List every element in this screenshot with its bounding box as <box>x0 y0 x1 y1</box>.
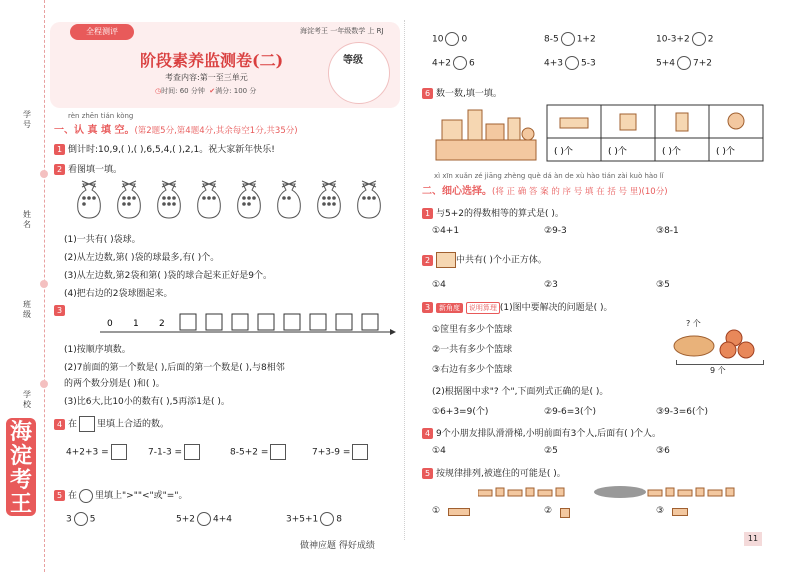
pattern-block <box>678 490 692 496</box>
section1-title: 一、认 真 填 空。 <box>54 125 135 136</box>
answer-box[interactable] <box>111 444 127 460</box>
c3: 3 新角度 说明算理 (1)图中要解决的问题是( )。 <box>422 300 613 314</box>
count-cell: ( )个 <box>716 147 735 157</box>
answer-circle[interactable] <box>677 56 691 70</box>
c3-opt3: ③右边有多少个篮球 <box>432 365 513 375</box>
q2a: (1)一共有( )袋球。 <box>64 235 141 245</box>
option[interactable]: ①4 <box>432 280 446 290</box>
compare-item: 3+5+1 8 <box>286 512 342 526</box>
option[interactable]: ②9-6=3(个) <box>544 407 597 417</box>
pattern-block <box>726 488 734 496</box>
cube-icon <box>620 114 636 130</box>
ball-bags <box>74 178 394 224</box>
cuboid-icon <box>560 118 588 128</box>
q6: 6 数一数,填一填。 <box>422 86 502 99</box>
grade-circle <box>328 42 390 104</box>
page-title: 阶段素养监测卷(二) <box>140 51 284 70</box>
q4-item: 8-5+2 = <box>230 444 288 460</box>
c1: 1 与5+2的得数相等的算式是( )。 <box>422 206 564 219</box>
cylinder-icon <box>676 113 688 131</box>
ball-bag <box>74 178 104 214</box>
spine-label-id: 学号 <box>23 110 31 129</box>
option[interactable]: ② <box>544 506 553 516</box>
badge: 全程测评 <box>70 24 134 40</box>
count-cell: ( )个 <box>554 147 573 157</box>
exam-score: 满分: 100 分 <box>215 87 257 95</box>
answer-box[interactable] <box>180 314 196 330</box>
pattern-block <box>496 488 504 496</box>
exam-time: 时间: 60 分钟 <box>161 87 205 95</box>
exam-meta <box>155 86 256 96</box>
pattern-block <box>708 490 722 496</box>
compare-rows <box>432 32 762 76</box>
count-cell: ( )个 <box>608 147 627 157</box>
pattern-block <box>556 488 564 496</box>
section1-note: (第2题5分,第4题4分,其余每空1分,共35分) <box>134 126 298 136</box>
answer-circle[interactable] <box>197 512 211 526</box>
ball-bag <box>154 178 184 214</box>
q2d: (4)把右边的2袋球圈起来。 <box>64 289 173 299</box>
answer-box[interactable] <box>284 314 300 330</box>
section2-header <box>422 182 668 197</box>
spine-label-school: 学校 <box>23 390 31 409</box>
tag-new-angle: 新角度 <box>436 303 463 313</box>
q3c: (3)比6大,比10小的数有( ),5再添1是( )。 <box>64 397 230 407</box>
sphere-icon <box>728 113 744 129</box>
option[interactable]: ①6+3=9(个) <box>432 407 489 417</box>
answer-box[interactable] <box>206 314 222 330</box>
tick-label: 0 <box>107 319 113 329</box>
compare-item: 8-5 1+2 <box>544 32 596 46</box>
ball-bag <box>234 178 264 214</box>
option[interactable]: ③ <box>656 506 665 516</box>
compare-item: 10-3+2 2 <box>656 32 713 46</box>
book-info: 海淀考王 一年级数学 上 RJ <box>300 27 384 35</box>
c5: 5 按规律排列,被遮住的可能是( )。 <box>422 466 566 479</box>
option[interactable]: ③8-1 <box>656 226 679 236</box>
c3b: (2)根据图中求"? 个",下面列式正确的是( )。 <box>432 387 609 397</box>
covered-area <box>594 486 646 498</box>
section1-pinyin: rèn zhēn tián kòng <box>68 112 134 120</box>
ball-bag <box>314 178 344 214</box>
section2-pinyin: xì xīn xuǎn zé jiāng zhèng què dá àn de xù hào tián zài kuò hào lǐ <box>434 172 664 180</box>
answer-box[interactable] <box>270 444 286 460</box>
page-number: 11 <box>744 532 762 546</box>
option[interactable]: ①4+1 <box>432 226 460 236</box>
pattern-block <box>538 490 552 496</box>
answer-box[interactable] <box>232 314 248 330</box>
q4-item: 7+3-9 = <box>312 444 370 460</box>
pattern-block <box>478 490 492 496</box>
q3: 3 <box>54 305 68 316</box>
option[interactable]: ③9-3=6(个) <box>656 407 709 417</box>
answer-circle[interactable] <box>561 32 575 46</box>
tick-label: 2 <box>159 319 165 329</box>
check-icon: ✔ <box>209 87 216 95</box>
c3-unknown-label: ? 个 <box>686 319 701 328</box>
option[interactable]: ① <box>432 506 441 516</box>
ball-bag <box>274 178 304 214</box>
compare-item: 5+2 4+4 <box>176 512 232 526</box>
spine-hole <box>40 170 48 178</box>
compare-item: 5+4 7+2 <box>656 56 712 70</box>
tag-reasoning: 说明算理 <box>466 302 500 314</box>
spine-hole <box>40 280 48 288</box>
option-block-icon <box>560 508 570 518</box>
answer-circle[interactable] <box>445 32 459 46</box>
pattern-block <box>666 488 674 496</box>
q1: 1 倒计时:10,9,( ),( ),6,5,4,( ),2,1。祝大家新年快乐! <box>54 142 275 155</box>
option[interactable]: ②9-3 <box>544 226 567 236</box>
brand-logo: 海淀考王 <box>6 418 36 516</box>
q4: 4 在 里填上合适的数。 <box>54 416 169 432</box>
c3-total-label: 9 个 <box>710 366 726 375</box>
answer-box[interactable] <box>352 444 368 460</box>
q4-item: 7-1-3 = <box>148 444 202 460</box>
compare-item: 10 0 <box>432 32 467 46</box>
number-line <box>90 310 400 340</box>
q3b: (2)7前面的第一个数是( ),后面的第一个数是( ),与8相邻 <box>64 363 285 373</box>
c3-opt1: ①筐里有多少个篮球 <box>432 325 513 335</box>
answer-circle[interactable] <box>74 512 88 526</box>
c4: 4 9个小朋友排队滑滑梯,小明前面有3个人,后面有( )个人。 <box>422 426 661 439</box>
compare-item: 4+2 6 <box>432 56 475 70</box>
option[interactable]: ②3 <box>544 280 558 290</box>
arrow-icon <box>390 329 396 335</box>
spine-label-class: 班级 <box>23 300 31 319</box>
exam-scope: 考查内容:第一至三单元 <box>165 73 248 82</box>
answer-circle[interactable] <box>692 32 706 46</box>
option[interactable]: ①4 <box>432 446 446 456</box>
answer-box[interactable] <box>184 444 200 460</box>
q5-items <box>66 512 396 532</box>
compare-item: 3 5 <box>66 512 95 526</box>
section2-note: (将 正 确 答 案 的 序 号 填 在 括 号 里)(10分) <box>492 187 668 197</box>
answer-circle[interactable] <box>565 56 579 70</box>
q2b: (2)从左边数,第( )袋的球最多,有( )个。 <box>64 253 220 263</box>
pattern-block <box>696 488 704 496</box>
option[interactable]: ②5 <box>544 446 558 456</box>
c2: 2 中共有( )个小正方体。 <box>422 252 547 268</box>
blocks-picture <box>432 104 542 164</box>
page-divider <box>404 20 406 540</box>
spine-hole <box>40 380 48 388</box>
count-cell: ( )个 <box>662 147 681 157</box>
q2c: (3)从左边数,第2袋和第( )袋的球合起来正好是9个。 <box>64 271 272 281</box>
shape-count-table <box>546 104 766 164</box>
pattern-row <box>478 484 768 500</box>
ball-bag <box>194 178 224 214</box>
grade-label: 等级 <box>343 55 363 66</box>
option-block-icon <box>448 508 470 516</box>
q2: 2 看图填一填。 <box>54 162 122 175</box>
q4-item: 4+2+3 = <box>66 444 129 460</box>
tick-label: 1 <box>133 319 139 329</box>
ball-bag <box>354 178 384 214</box>
section2-title: 二、细心选择。 <box>422 186 492 197</box>
compare-item: 4+3 5-3 <box>544 56 596 70</box>
q3b2: 的两个数分别是( )和( )。 <box>64 379 165 389</box>
answer-box[interactable] <box>258 314 274 330</box>
q5: 5 在 里填上">""<"或"="。 <box>54 488 187 503</box>
c3-opt2: ②一共有多少个篮球 <box>432 345 513 355</box>
pattern-block <box>526 488 534 496</box>
footer-slogan: 做神应题 得好成绩 <box>300 541 375 551</box>
q4-items <box>66 444 396 464</box>
basketball-icon <box>738 342 754 358</box>
answer-box[interactable] <box>336 314 352 330</box>
pattern-block <box>648 490 662 496</box>
basket-icon <box>674 336 714 356</box>
option[interactable]: ③5 <box>656 280 670 290</box>
spine-label-name: 姓名 <box>23 210 31 229</box>
cubes-icon <box>436 252 456 268</box>
ball-bag <box>114 178 144 214</box>
pattern-block <box>508 490 522 496</box>
answer-box[interactable] <box>310 314 326 330</box>
answer-circle[interactable] <box>320 512 334 526</box>
answer-box[interactable] <box>362 314 378 330</box>
basketball-picture <box>672 326 762 360</box>
section1-header <box>54 121 298 136</box>
clock-icon: ◷ <box>155 87 162 95</box>
basketball-icon <box>720 342 736 358</box>
answer-circle[interactable] <box>453 56 467 70</box>
q3a: (1)按顺序填数。 <box>64 345 131 355</box>
option[interactable]: ③6 <box>656 446 670 456</box>
option-block-icon <box>672 508 688 516</box>
